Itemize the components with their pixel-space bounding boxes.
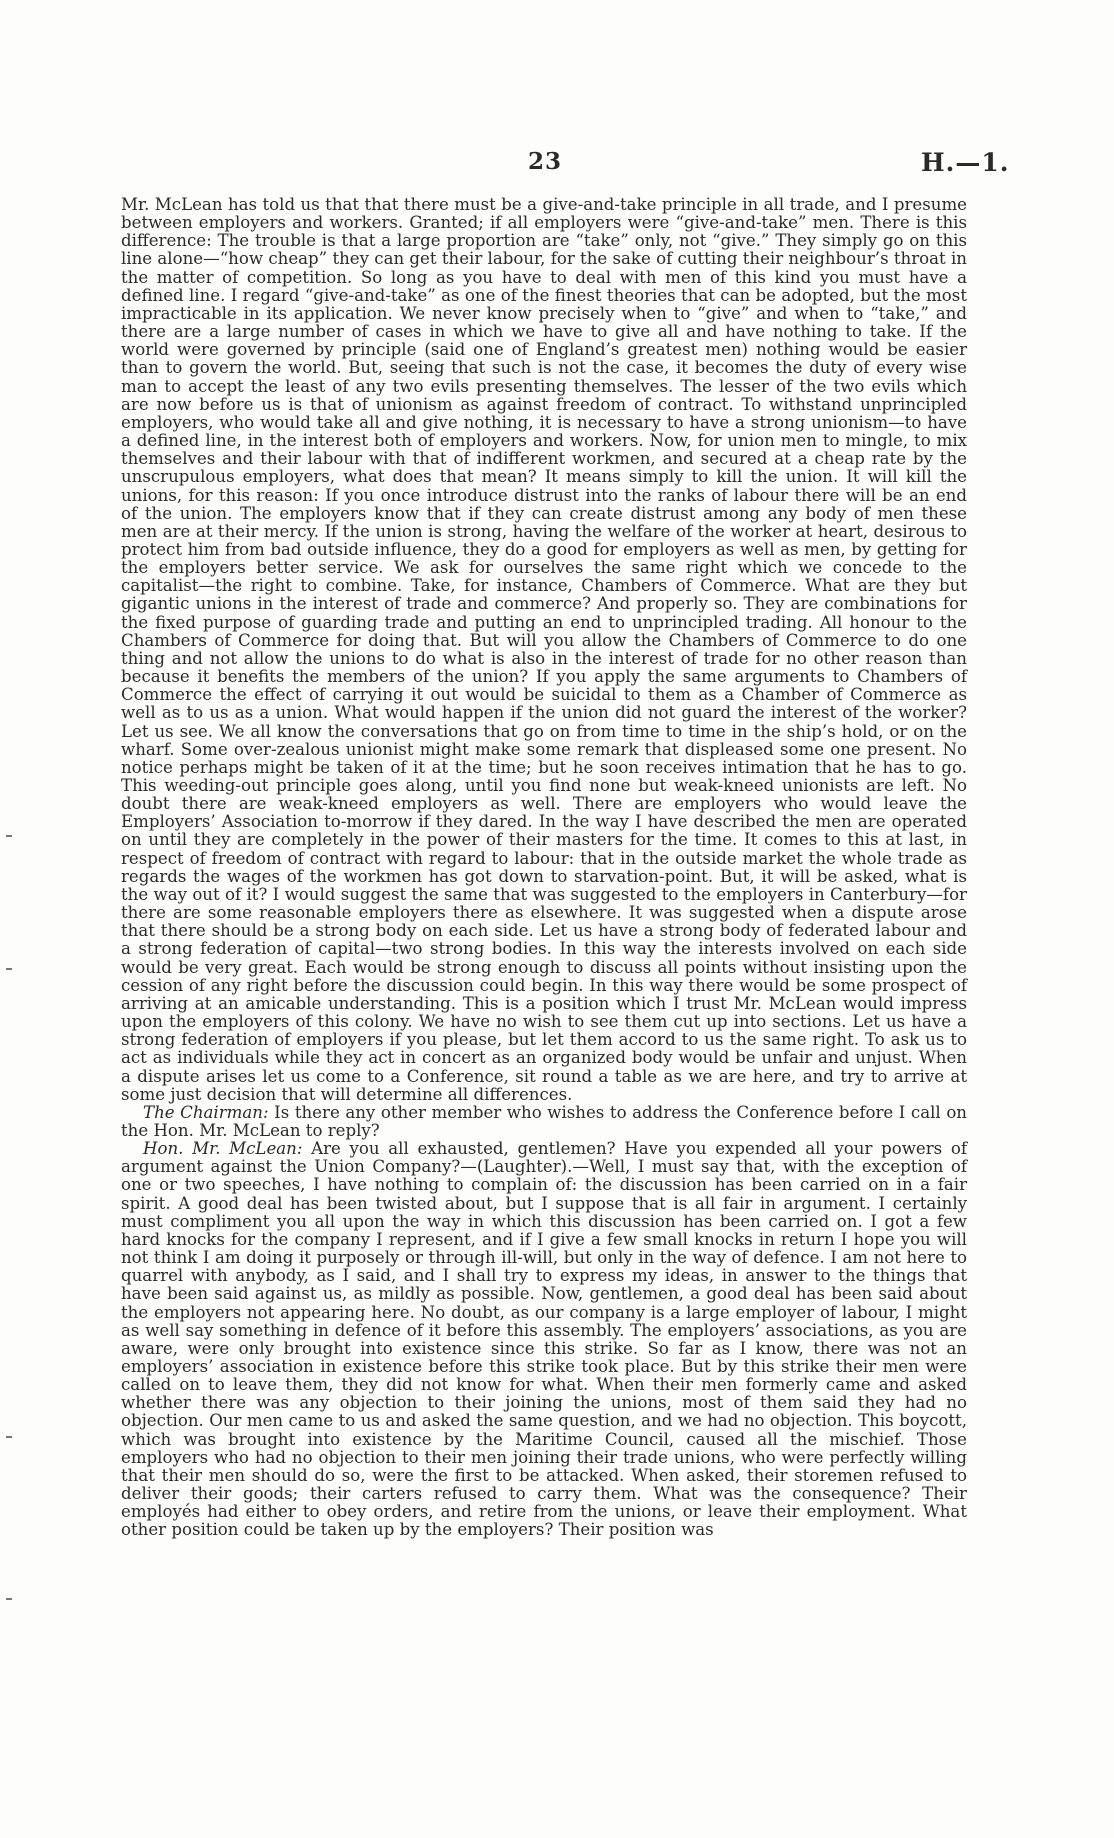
paragraph-text: Mr. McLean has told us that that there must be a give-and-take principle in all trade, and I presume between employers and workers. Granted; if all employers were “give-and-take” men. There is this difference: The trouble is that a large proportion are “take” only, not “give.” They simply go on this line alone—“how cheap” they can get their labour, for the sake of cutting their neighbour’s throat in the matter of competition. So long as you have to deal with men of this kind you must have a defined line. I regard “give-and-take” as one of the finest theories that can be adopted, but the most impracticable in its application. We never know precisely when to “give” and when to “take,” and there are a large number of cases in which we have to give all and have nothing to take. If the world were governed by principle (said one of England’s greatest men) nothing would be easier than to govern the world. But, seeing that such is not the case, it becomes the duty of every wise man to accept the least of any two evils presenting themselves. The lesser of the two evils which are now before us is that of unionism as against freedom of contract. To withstand unprincipled employers, who would take all and give nothing, it is necessary to have a strong unionism—to have a defined line, in the interest both of employers and workers. Now, for union men to mingle, to mix themselves and their labour with that of indifferent workmen, and secured at a cheap rate by the unscrupulous employers, what does that mean? It means simply to kill the union. It will kill the unions, for this reason: If you once introduce distrust into the ranks of labour there will be an end of the union. The employers know that if they can create distrust among any body of men these men are at their mercy. If the union is strong, having the welfare of the worker at heart, desirous to protect him from bad outside influence, they do a good for employers as well as men, by getting for the employers better service. We ask for ourselves the same right which we concede to the capitalist—the right to combine. Take, for instance, Chambers of Commerce. What are they but gigantic unions in the interest of trade and commerce? And properly so. They are combinations for the fixed purpose of guarding trade and putting an end to unprincipled trading. All honour to the Chambers of Commerce for doing that. But will you allow the Chambers of Commerce to do one thing and not allow the unions to do what is also in the interest of trade for no other reason than because it benefits the members of the union? If you apply the same arguments to Chambers of Commerce the effect of carrying it out would be suicidal to them as a Chamber of Commerce as well as to us as a union. What would happen if the union did not guard the interest of the worker? Let us see. We all know the conversations that go on from time to time in the ship’s hold, or on the wharf. Some over-zealous unionist might make some remark that displeased some one present. No notice perhaps might be taken of it at the time; but he soon receives intimation that he has to go. This weeding-out principle goes along, until you find none but weak-kneed unionists are left. No doubt there are weak-kneed employers as well. There are employers who would leave the Employers’ Association to-morrow if they dared. In the way I have described the men are operated on until they are completely in the power of their masters for the time. It comes to this at last, in respect of freedom of contract with regard to labour: that in the outside market the whole trade as regards the wages of the workmen has got down to starvation-point. But, it will be asked, what is the way out of it? I would suggest the same that was suggested to the employers in Canterbury—for there are some reasonable employers there as elsewhere. It was suggested when a dispute arose that there should be a strong body on each side. Let us have a strong body of federated labour and a strong federation of capital—two strong bodies. In this way the interests involved on each side would be very great. Each would be strong enough to discuss all points without insisting upon the cession of any right before the discussion could begin. In this way there would be some prospect of arriving at an amicable understanding. This is a position which I trust Mr. McLean would impress upon the employers of this colony. We have no wish to see them cut up into sections. Let us have a strong federation of employers if you please, but let them accord to us the same right. To ask us to act as individuals while they act in concert as an organized body would be unfair and unjust. When a dispute arises let us come to a Conference, sit round a table as we are here, and try to arrive at some just decision that will determine all differences. — [121, 195, 967, 1104]
paragraph — [121, 1140, 967, 1539]
margin-mark — [6, 968, 12, 970]
paragraph-text: Is there any other member who wishes to address the Conference before I call on the Hon. Mr. McLean to reply? — [121, 1102, 967, 1140]
document-reference: H.—1. — [921, 148, 1010, 177]
paragraph-text: Are you all exhausted, gentlemen? Have you expended all your powers of argument against the Union Company?—(Laughter).—Well, I must say that, with the exception of one or two speeches, I have nothing to complain of: the discussion has been carried on in a fair spirit. A good deal has been twisted about, but I suppose that is all fair in argument. I certainly must compliment you all upon the way in which this discussion has been carried on. I got a few hard knocks for the company I represent, and if I give a few small knocks in return I hope you will not think I am doing it purposely or through ill-will, but only in the way of defence. I am not here to quarrel with anybody, as I said, and I shall try to express my ideas, in answer to the things that have been said against us, as mildly as possible. Now, gentlemen, a good deal has been said about the employers not appearing here. No doubt, as our company is a large employer of labour, I might as well say something in defence of it before this assembly. The employers’ associations, as you are aware, were only brought into existence since this strike. So far as I know, there was not an employers’ association in existence before this strike took place. But by this strike their men were called on to leave them, they did not know for what. When their men formerly came and asked whether there was any objection to their joining the unions, most of them said they had no objection. Our men came to us and asked the same question, and we had no objection. This boycott, which was brought into existence by the Maritime Council, caused all the mischief. Those employers who had no objection to their men joining their trade unions, who were perfectly willing that their men should do so, were the first to be attacked. When asked, their storemen refused to deliver their goods; their carters refused to carry them. What was the consequence? Their employés had either to obey orders, and retire from the unions, or leave their employment. What other position could be taken up by the employers? Their position was — [121, 1139, 967, 1540]
paragraph — [121, 196, 967, 1104]
page-header — [0, 148, 1114, 184]
body-text — [121, 196, 967, 1540]
margin-mark — [6, 1598, 12, 1600]
margin-mark — [6, 835, 12, 837]
speaker-label: The Chairman: — [143, 1102, 269, 1122]
paragraph — [121, 1104, 967, 1140]
page-number: 23 — [528, 148, 563, 175]
speaker-label: Hon. Mr. McLean: — [143, 1139, 303, 1159]
margin-mark — [6, 1436, 12, 1438]
